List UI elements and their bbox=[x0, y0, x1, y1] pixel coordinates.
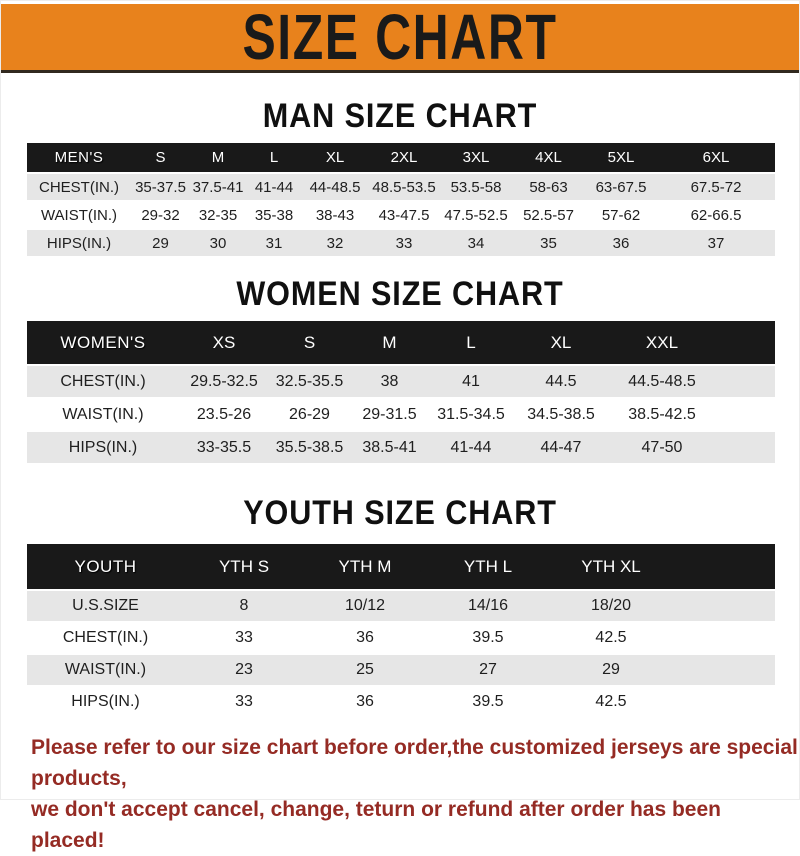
cell-spacer bbox=[715, 366, 775, 397]
page-title: SIZE CHART bbox=[242, 1, 558, 73]
row-label: CHEST(IN.) bbox=[27, 623, 184, 653]
column-header: L bbox=[246, 143, 302, 172]
cell-value: 29-32 bbox=[131, 202, 190, 228]
cell-value: 34 bbox=[440, 230, 512, 256]
section-youth bbox=[1, 495, 799, 719]
column-header: YTH XL bbox=[550, 544, 672, 589]
cell-value: 33 bbox=[184, 687, 304, 717]
cell-spacer bbox=[672, 623, 775, 653]
cell-spacer bbox=[672, 655, 775, 685]
column-header: XXL bbox=[609, 321, 715, 364]
women-size-table bbox=[27, 319, 799, 465]
cell-value: 29 bbox=[550, 655, 672, 685]
men-section-heading: MAN SIZE CHART bbox=[262, 97, 538, 135]
youth-size-table bbox=[27, 542, 799, 719]
column-header: 5XL bbox=[585, 143, 657, 172]
footer-notice bbox=[31, 732, 799, 856]
cell-value: 27 bbox=[426, 655, 550, 685]
table-row bbox=[27, 366, 775, 397]
cell-spacer bbox=[715, 399, 775, 430]
men-size-table bbox=[27, 141, 799, 258]
cell-value: 44-48.5 bbox=[302, 174, 368, 200]
cell-value: 14/16 bbox=[426, 591, 550, 621]
table-row bbox=[27, 202, 775, 228]
column-header: 6XL bbox=[657, 143, 775, 172]
cell-value: 30 bbox=[190, 230, 246, 256]
cell-value: 32.5-35.5 bbox=[269, 366, 350, 397]
cell-value: 44.5-48.5 bbox=[609, 366, 715, 397]
column-header: YTH S bbox=[184, 544, 304, 589]
cell-value: 23.5-26 bbox=[179, 399, 269, 430]
cell-value: 35 bbox=[512, 230, 585, 256]
row-label: WAIST(IN.) bbox=[27, 655, 184, 685]
cell-value: 38-43 bbox=[302, 202, 368, 228]
cell-value: 41-44 bbox=[429, 432, 513, 463]
cell-value: 33-35.5 bbox=[179, 432, 269, 463]
column-header: YTH L bbox=[426, 544, 550, 589]
column-header: XL bbox=[302, 143, 368, 172]
banner bbox=[1, 1, 799, 73]
cell-value: 34.5-38.5 bbox=[513, 399, 609, 430]
youth-section-heading: YOUTH SIZE CHART bbox=[243, 494, 557, 532]
cell-value: 37 bbox=[657, 230, 775, 256]
cell-value: 53.5-58 bbox=[440, 174, 512, 200]
column-spacer bbox=[672, 544, 775, 589]
cell-value: 42.5 bbox=[550, 623, 672, 653]
cell-value: 62-66.5 bbox=[657, 202, 775, 228]
cell-value: 29.5-32.5 bbox=[179, 366, 269, 397]
row-label: U.S.SIZE bbox=[27, 591, 184, 621]
cell-value: 25 bbox=[304, 655, 426, 685]
cell-value: 42.5 bbox=[550, 687, 672, 717]
cell-spacer bbox=[715, 432, 775, 463]
row-label: HIPS(IN.) bbox=[27, 230, 131, 256]
table-row bbox=[27, 655, 775, 685]
cell-value: 57-62 bbox=[585, 202, 657, 228]
column-header: 2XL bbox=[368, 143, 440, 172]
women-section-heading: WOMEN SIZE CHART bbox=[236, 275, 564, 313]
cell-value: 32 bbox=[302, 230, 368, 256]
cell-value: 29-31.5 bbox=[350, 399, 429, 430]
cell-value: 23 bbox=[184, 655, 304, 685]
cell-value: 33 bbox=[368, 230, 440, 256]
table-corner-label: MEN'S bbox=[27, 143, 131, 172]
notice-line-2: we don't accept cancel, change, teturn or refund after order has been placed! bbox=[31, 798, 721, 852]
cell-value: 38.5-41 bbox=[350, 432, 429, 463]
cell-value: 39.5 bbox=[426, 687, 550, 717]
cell-value: 52.5-57 bbox=[512, 202, 585, 228]
column-header: XL bbox=[513, 321, 609, 364]
column-header: 4XL bbox=[512, 143, 585, 172]
row-label: HIPS(IN.) bbox=[27, 432, 179, 463]
column-header: XS bbox=[179, 321, 269, 364]
cell-value: 39.5 bbox=[426, 623, 550, 653]
section-women bbox=[1, 276, 799, 465]
cell-spacer bbox=[672, 591, 775, 621]
table-header-row bbox=[27, 143, 775, 172]
cell-value: 18/20 bbox=[550, 591, 672, 621]
column-header: L bbox=[429, 321, 513, 364]
table-header-row bbox=[27, 321, 775, 364]
column-header: 3XL bbox=[440, 143, 512, 172]
table-row bbox=[27, 399, 775, 430]
row-label: WAIST(IN.) bbox=[27, 202, 131, 228]
cell-value: 36 bbox=[585, 230, 657, 256]
cell-value: 58-63 bbox=[512, 174, 585, 200]
cell-value: 41 bbox=[429, 366, 513, 397]
row-label: HIPS(IN.) bbox=[27, 687, 184, 717]
cell-value: 26-29 bbox=[269, 399, 350, 430]
column-header: M bbox=[190, 143, 246, 172]
cell-value: 36 bbox=[304, 623, 426, 653]
size-table bbox=[27, 319, 775, 465]
cell-value: 47.5-52.5 bbox=[440, 202, 512, 228]
notice-line-1: Please refer to our size chart before order,the customized jerseys are special products, bbox=[31, 736, 798, 790]
row-label: CHEST(IN.) bbox=[27, 366, 179, 397]
cell-value: 41-44 bbox=[246, 174, 302, 200]
section-men bbox=[1, 98, 799, 258]
cell-value: 35.5-38.5 bbox=[269, 432, 350, 463]
table-corner-label: WOMEN'S bbox=[27, 321, 179, 364]
cell-value: 47-50 bbox=[609, 432, 715, 463]
table-header-row bbox=[27, 544, 775, 589]
column-header: S bbox=[131, 143, 190, 172]
table-row bbox=[27, 174, 775, 200]
cell-spacer bbox=[672, 687, 775, 717]
cell-value: 63-67.5 bbox=[585, 174, 657, 200]
cell-value: 32-35 bbox=[190, 202, 246, 228]
row-label: CHEST(IN.) bbox=[27, 174, 131, 200]
cell-value: 38.5-42.5 bbox=[609, 399, 715, 430]
table-row bbox=[27, 591, 775, 621]
cell-value: 31 bbox=[246, 230, 302, 256]
column-header: YTH M bbox=[304, 544, 426, 589]
cell-value: 67.5-72 bbox=[657, 174, 775, 200]
table-row bbox=[27, 230, 775, 256]
column-spacer bbox=[715, 321, 775, 364]
table-row bbox=[27, 432, 775, 463]
cell-value: 44-47 bbox=[513, 432, 609, 463]
cell-value: 10/12 bbox=[304, 591, 426, 621]
cell-value: 29 bbox=[131, 230, 190, 256]
cell-value: 8 bbox=[184, 591, 304, 621]
table-corner-label: YOUTH bbox=[27, 544, 184, 589]
column-header: S bbox=[269, 321, 350, 364]
column-header: M bbox=[350, 321, 429, 364]
table-row bbox=[27, 687, 775, 717]
cell-value: 36 bbox=[304, 687, 426, 717]
cell-value: 35-38 bbox=[246, 202, 302, 228]
size-table bbox=[27, 141, 775, 258]
cell-value: 35-37.5 bbox=[131, 174, 190, 200]
cell-value: 37.5-41 bbox=[190, 174, 246, 200]
cell-value: 43-47.5 bbox=[368, 202, 440, 228]
row-label: WAIST(IN.) bbox=[27, 399, 179, 430]
size-table bbox=[27, 542, 775, 719]
cell-value: 44.5 bbox=[513, 366, 609, 397]
cell-value: 31.5-34.5 bbox=[429, 399, 513, 430]
cell-value: 38 bbox=[350, 366, 429, 397]
table-row bbox=[27, 623, 775, 653]
cell-value: 48.5-53.5 bbox=[368, 174, 440, 200]
cell-value: 33 bbox=[184, 623, 304, 653]
